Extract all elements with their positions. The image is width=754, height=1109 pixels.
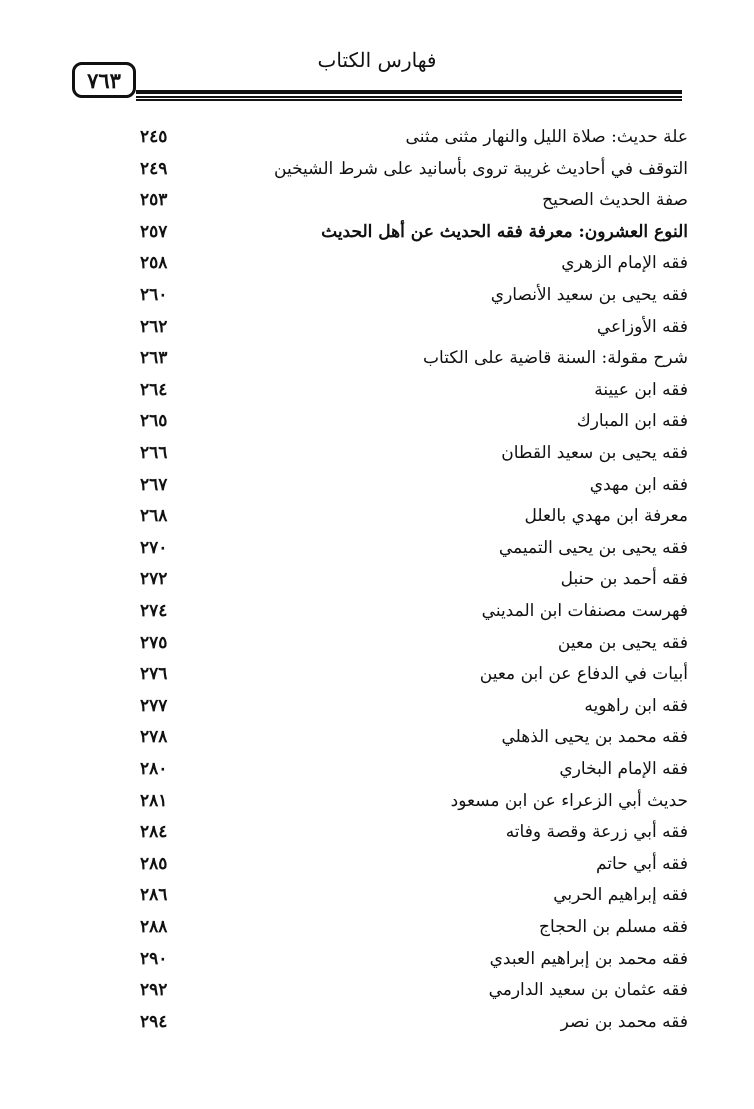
toc-entry-page: ٢٦٨ <box>140 506 168 527</box>
toc-entry <box>0 1007 754 1038</box>
page-number: ٧٦٣ <box>87 67 121 93</box>
toc-entry <box>0 786 754 817</box>
toc-entry-page: ٢٩٠ <box>140 948 168 969</box>
toc-entry-page: ٢٧٤ <box>140 601 168 621</box>
toc-entry-page: ٢٧٠ <box>140 537 168 558</box>
toc-entry <box>0 248 754 279</box>
toc-entry <box>0 975 754 1006</box>
toc-entry-page: ٢٦٤ <box>140 379 168 400</box>
toc-entry-title: فقه أبي حاتم <box>595 853 688 874</box>
toc-entry-page: ٢٦٧ <box>140 474 168 495</box>
toc-entry-title: فقه يحيى بن سعيد القطان <box>501 443 688 463</box>
toc-entry <box>0 375 754 406</box>
toc-entry <box>0 312 754 343</box>
toc-entry-page: ٢٨٤ <box>140 822 168 843</box>
toc-entry <box>0 880 754 911</box>
toc-entry-page: ٢٤٩ <box>140 158 168 179</box>
toc-entry-title: فقه محمد بن يحيى الذهلي <box>501 727 688 748</box>
toc-entry-page: ٢٩٢ <box>140 980 168 1001</box>
toc-entry-title: علة حديث: صلاة الليل والنهار مثنى مثنى <box>405 127 688 147</box>
toc-entry <box>0 217 754 248</box>
toc-entry-title: فقه ابن راهويه <box>584 695 688 716</box>
toc-entry-page: ٢٨٥ <box>140 853 168 874</box>
toc-entry <box>0 122 754 153</box>
toc-entry-page: ٢٤٥ <box>140 127 168 147</box>
toc-entry <box>0 722 754 753</box>
toc-entry-page: ٢٦٥ <box>140 411 168 432</box>
toc-entry-title: أبيات في الدفاع عن ابن معين <box>479 664 688 685</box>
toc-entry <box>0 185 754 216</box>
toc-entry <box>0 912 754 943</box>
toc-entry-title: شرح مقولة: السنة قاضية على الكتاب <box>423 348 688 369</box>
toc-entry-page: ٢٧٢ <box>140 569 168 590</box>
toc-entry <box>0 944 754 975</box>
toc-entry-page: ٢٨١ <box>140 790 168 811</box>
toc-entry-page: ٢٦٠ <box>140 285 168 305</box>
header-rule-thick <box>136 90 682 94</box>
toc-entry-title: فقه أبي زرعة وقصة وفاته <box>505 822 688 843</box>
toc-entry-title: فقه الإمام الزهري <box>561 253 688 274</box>
toc-entry-title: فقه إبراهيم الحربي <box>553 885 688 906</box>
toc-entry-title: فقه يحيى بن يحيى التميمي <box>498 537 688 558</box>
toc-entry-page: ٢٥٣ <box>140 190 168 211</box>
toc-entry-title: فقه ابن مهدي <box>589 474 688 495</box>
toc-entry-title: فقه أحمد بن حنبل <box>560 569 688 590</box>
toc-entry <box>0 280 754 311</box>
toc-entry-page: ٢٩٤ <box>140 1011 168 1032</box>
toc-entry <box>0 343 754 374</box>
toc-entry-page: ٢٧٥ <box>140 632 168 653</box>
toc-entry-title: التوقف في أحاديث غريبة تروى بأسانيد على شرط الشيخين <box>274 158 688 179</box>
toc-entry <box>0 628 754 659</box>
toc-entry-page: ٢٨٦ <box>140 885 168 906</box>
toc-entry-title: فقه ابن عيينة <box>594 379 688 400</box>
toc-entry-page: ٢٧٨ <box>140 727 168 748</box>
toc-entry-title: حديث أبي الزعراء عن ابن مسعود <box>450 790 688 811</box>
toc-entry <box>0 438 754 469</box>
toc-entry-page: ٢٨٠ <box>140 759 168 779</box>
toc-entry-title: فقه الإمام البخاري <box>559 759 688 779</box>
toc-entry-page: ٢٥٨ <box>140 253 168 274</box>
toc-entry-title: فقه يحيى بن سعيد الأنصاري <box>490 285 688 305</box>
toc-entry-page: ٢٦٣ <box>140 348 168 369</box>
toc-entry <box>0 596 754 627</box>
toc-entry-title: فهرست مصنفات ابن المديني <box>481 601 688 621</box>
toc-entry-title: فقه محمد بن إبراهيم العبدي <box>489 948 688 969</box>
toc-entry <box>0 849 754 880</box>
toc-entry-title: فقه عثمان بن سعيد الدارمي <box>488 980 688 1001</box>
toc-entry-page: ٢٧٦ <box>140 664 168 685</box>
toc-entry-page: ٢٦٦ <box>140 443 168 463</box>
toc-entry-title: صفة الحديث الصحيح <box>542 190 688 211</box>
toc-entry-title: فقه ابن المبارك <box>576 411 688 432</box>
toc-entry-title: معرفة ابن مهدي بالعلل <box>524 506 688 527</box>
toc-entry <box>0 406 754 437</box>
toc-entry <box>0 533 754 564</box>
toc-entry-title: فقه يحيى بن معين <box>557 632 688 653</box>
toc-entry <box>0 659 754 690</box>
toc-entry-title: النوع العشرون: معرفة فقه الحديث عن أهل الحديث <box>321 221 688 242</box>
toc-entry <box>0 501 754 532</box>
header-rule-thin <box>136 99 682 101</box>
toc-entry-page: ٢٨٨ <box>140 917 168 937</box>
toc-entry <box>0 154 754 185</box>
toc-entry <box>0 691 754 722</box>
page-header-title: فهارس الكتاب <box>317 48 437 72</box>
toc-entry <box>0 470 754 501</box>
toc-entry <box>0 564 754 595</box>
toc-entry-page: ٢٧٧ <box>140 695 168 716</box>
toc-entry-title: فقه الأوزاعي <box>596 316 688 337</box>
toc-entry-title: فقه محمد بن نصر <box>560 1011 688 1032</box>
toc-entry <box>0 754 754 785</box>
header-rule-thin <box>136 96 682 98</box>
page-number-box <box>72 62 136 98</box>
toc-entry-title: فقه مسلم بن الحجاج <box>539 917 688 937</box>
toc-entry-page: ٢٦٢ <box>140 316 168 337</box>
toc-entry-page: ٢٥٧ <box>140 221 168 242</box>
toc-entry <box>0 817 754 848</box>
